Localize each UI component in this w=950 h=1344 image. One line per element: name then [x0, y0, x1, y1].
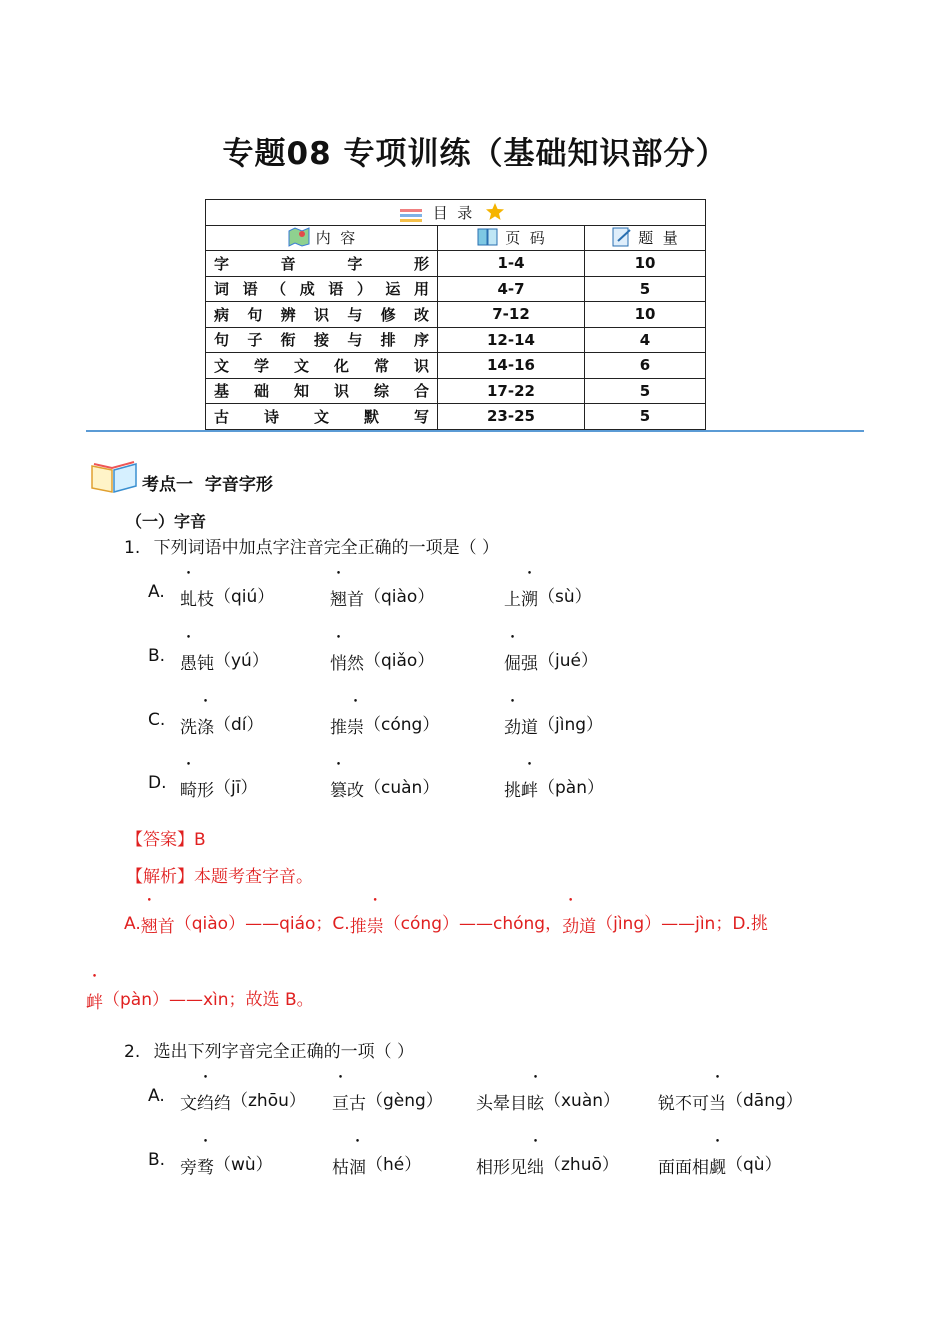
- toc-table: [205, 199, 706, 430]
- question-1-stem: 1. 下列词语中加点字注音完全正确的一项是（ ）: [124, 538, 500, 558]
- section-heading: 考点一 字音字形: [142, 475, 273, 495]
- option-term: 锐不可当（dāng）: [658, 1091, 803, 1114]
- divider: [86, 430, 864, 432]
- page-title: 专题08 专项训练（基础知识部分）: [222, 136, 728, 172]
- option-term: 愚钝（yú）: [180, 651, 269, 674]
- toc-row: 基础知识综合 17-22 5: [206, 378, 706, 404]
- book-open-icon: [477, 227, 499, 247]
- toc-header-content: 内 容: [206, 225, 438, 251]
- option-term: 相形见绌（zhuō）: [476, 1155, 619, 1178]
- option-term: 翘首（qiào）: [330, 587, 435, 610]
- open-book-icon: [90, 458, 138, 494]
- option-letter: B.: [148, 1150, 166, 1170]
- toc-header-count: 题 量: [585, 225, 706, 251]
- toc-caption-cell: [206, 200, 706, 226]
- option-term: 枯涸（hé）: [332, 1155, 422, 1178]
- toc-header-pages: 页 码: [438, 225, 585, 251]
- option-term: 推崇（cóng）: [330, 715, 440, 738]
- toc-row: 古诗文默写 23-25 5: [206, 404, 706, 430]
- analysis-detail-line-1: A.翘首（qiào）——qiáo；C.推崇（cóng）——chóng，劲道（jìng）——jìn；D.挑: [124, 914, 768, 937]
- star-icon: [485, 202, 505, 222]
- option-term: 旁骛（wù）: [180, 1155, 273, 1178]
- option-term: 面面相觑（qù）: [658, 1155, 782, 1178]
- list-icon: [400, 208, 422, 222]
- option-term: 亘古（gèng）: [332, 1091, 443, 1114]
- toc-row: 字音字形 1-4 10: [206, 251, 706, 277]
- question-2-stem: 2. 选出下列字音完全正确的一项（ ）: [124, 1042, 415, 1062]
- option-letter: C.: [148, 710, 166, 730]
- option-letter: D.: [148, 773, 167, 793]
- toc-row: 词语（成语）运用 4-7 5: [206, 276, 706, 302]
- toc-row: 句子衔接与排序 12-14 4: [206, 327, 706, 353]
- option-letter: B.: [148, 646, 166, 666]
- analysis-detail-line-2: 衅（pàn）——xìn；故选 B。: [86, 990, 314, 1013]
- option-term: 篡改（cuàn）: [330, 778, 440, 801]
- map-icon: [288, 227, 310, 247]
- option-term: 倔强（jué）: [504, 651, 598, 674]
- option-term: 文绉绉（zhōu）: [180, 1091, 306, 1114]
- option-letter: A.: [148, 1086, 165, 1106]
- subsection-heading: （一）字音: [126, 512, 207, 531]
- answer-line: 【答案】B: [126, 830, 206, 850]
- option-term: 洗涤（dí）: [180, 715, 264, 738]
- option-term: 挑衅（pàn）: [504, 778, 604, 801]
- option-term: 劲道（jìng）: [504, 715, 604, 738]
- toc-caption: 目 录: [432, 203, 473, 222]
- toc-row: 病句辨识与修改 7-12 10: [206, 302, 706, 328]
- toc-row: 文学文化常识 14-16 6: [206, 353, 706, 379]
- option-term: 上溯（sù）: [504, 587, 592, 610]
- option-term: 头晕目眩（xuàn）: [476, 1091, 621, 1114]
- option-term: 畸形（jī）: [180, 778, 258, 801]
- analysis-line: 【解析】本题考查字音。: [126, 867, 313, 887]
- option-term: 虬枝（qiú）: [180, 587, 275, 610]
- option-term: 悄然（qiǎo）: [330, 651, 435, 674]
- edit-note-icon: [612, 227, 632, 247]
- option-letter: A.: [148, 582, 165, 602]
